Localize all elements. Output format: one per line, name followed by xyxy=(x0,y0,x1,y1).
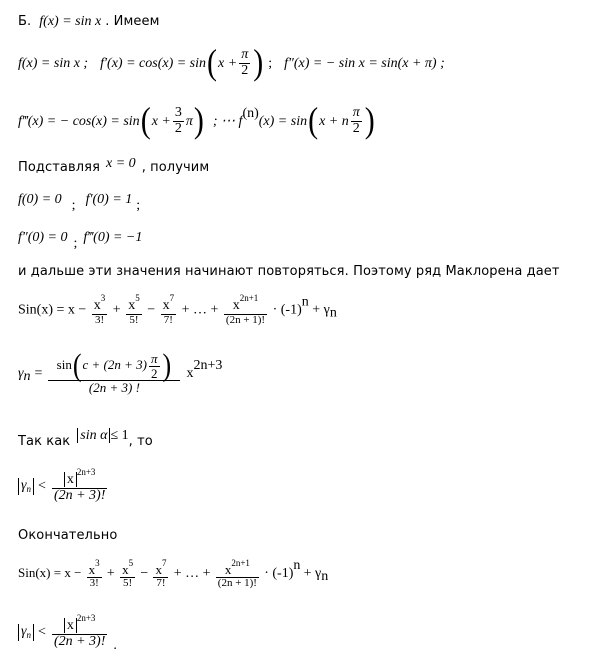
n-sup: n xyxy=(301,294,309,310)
term-x3 xyxy=(87,559,102,589)
substitution-line xyxy=(18,158,209,176)
f-triple-prime: f‴(x) = − cos(x) = sin xyxy=(18,114,140,129)
term-x5 xyxy=(120,559,135,589)
term-x3 xyxy=(92,294,108,326)
arg-left: x + xyxy=(218,55,238,71)
denominator: (2n + 3)! xyxy=(53,633,106,649)
f-at-zero: f(0) = 0 xyxy=(18,192,62,207)
ftriple-at-zero: f‴(0) = −1 xyxy=(83,230,143,245)
maclaurin-series-1 xyxy=(18,294,337,326)
power: 7 xyxy=(169,293,175,303)
three-num: 3 xyxy=(174,105,182,121)
c-arg: c + (2n + 3) xyxy=(82,357,147,373)
factorial: 5! xyxy=(122,576,133,589)
n-sub: n xyxy=(329,305,337,321)
power: 2n+3 xyxy=(76,467,96,477)
values-line-2 xyxy=(18,228,143,251)
x: x xyxy=(186,366,194,382)
n-sup: n xyxy=(293,558,301,573)
x: x xyxy=(93,298,101,313)
factorial: 5! xyxy=(129,313,139,326)
minus: − xyxy=(147,302,156,318)
power: 2n+1 xyxy=(239,293,259,303)
le-one: ≤ 1 xyxy=(110,428,129,443)
factorial: 7! xyxy=(156,576,166,589)
denominator: (2n + 3) ! xyxy=(88,380,140,396)
paren-right: ) xyxy=(364,100,375,141)
power: 3 xyxy=(100,293,106,303)
abs-x: x xyxy=(64,472,77,487)
x: x xyxy=(155,561,162,577)
f-def: f(x) = sin x ; xyxy=(18,55,89,71)
term-x7 xyxy=(161,294,177,326)
bound-fraction xyxy=(52,614,107,649)
paren-left: ( xyxy=(207,42,218,83)
values-line-1 xyxy=(18,190,141,213)
f-double-prime: f″(x) = − sin x = sin(x + π) ; xyxy=(284,55,445,71)
term-xn xyxy=(224,294,267,326)
x: x xyxy=(224,561,232,577)
x: x xyxy=(128,298,136,313)
plus: + xyxy=(112,302,121,318)
x: x xyxy=(162,298,170,313)
separator: ; xyxy=(71,198,76,213)
n-sub: n xyxy=(26,630,32,641)
power: 2n+1 xyxy=(231,557,250,568)
since-line xyxy=(18,428,153,450)
sign-factor: · (-1) xyxy=(272,302,302,318)
term-x5 xyxy=(126,294,142,326)
derivatives-line-1 xyxy=(18,42,445,83)
abs-sin-alpha: sin α xyxy=(77,428,110,443)
ellipsis-f: ; ⋯ f xyxy=(212,114,243,129)
since-pre: Так как xyxy=(18,434,71,449)
plus: + xyxy=(106,566,115,581)
remainder-formula xyxy=(18,348,223,396)
series-lhs: Sin(x) = x − xyxy=(18,302,87,318)
abs-x: x xyxy=(64,618,77,633)
power: 2n+3 xyxy=(76,613,96,623)
x-equals-zero: x = 0 xyxy=(106,156,136,171)
pi-num: π xyxy=(352,105,360,121)
intro-line xyxy=(18,12,160,30)
repeat-text: и дальше эти значения начинают повторяться. Поэтому ряд Маклорена дает xyxy=(18,264,560,279)
intro-label: Б. xyxy=(18,14,32,29)
period: . xyxy=(113,638,117,654)
fprime-at-zero: f′(0) = 1 xyxy=(85,192,133,207)
bound-2 xyxy=(18,613,117,654)
intro-after: . Имеем xyxy=(105,14,160,29)
paren-right: ) xyxy=(253,42,264,83)
bound-fraction xyxy=(52,468,107,503)
f-prime: f′(x) = cos(x) = sin xyxy=(100,55,207,71)
fdouble-at-zero: f″(0) = 0 xyxy=(18,230,68,245)
since-post: , то xyxy=(128,434,153,449)
paren-left: ( xyxy=(140,100,151,141)
separator: ; xyxy=(73,236,78,251)
intro-func: f(x) = sin x xyxy=(39,14,102,29)
n-superscript: (n) xyxy=(242,106,259,121)
x: x xyxy=(88,561,96,577)
pi-num: π xyxy=(151,351,158,366)
pi: π xyxy=(185,114,193,129)
denominator: (2n + 3)! xyxy=(53,487,106,503)
series-lhs: Sin(x) = x − xyxy=(18,565,82,580)
separator: ; xyxy=(136,198,141,213)
two-den: 2 xyxy=(241,62,249,78)
less-than: < xyxy=(38,478,46,494)
equals: = xyxy=(34,366,43,382)
subst-pre: Подставляя xyxy=(18,160,101,175)
power: 2n+3 xyxy=(193,358,223,374)
pi-over-two xyxy=(351,106,362,136)
paren-right: ) xyxy=(193,100,204,141)
paren-left: ( xyxy=(308,100,319,141)
factorial: (2n + 1)! xyxy=(217,576,257,589)
power: 5 xyxy=(128,557,134,568)
power: 7 xyxy=(161,557,167,568)
arg-left: x + n xyxy=(319,114,349,129)
factorial: 3! xyxy=(89,576,99,589)
semicolon: ; xyxy=(268,55,273,71)
minus: − xyxy=(140,566,149,581)
less-than: < xyxy=(38,624,46,640)
fn-rhs: (x) = sin xyxy=(258,114,308,129)
remainder-fraction: sin(c + (2n + 3) $\frac{\pi}{2}$ ) (2n + 3) ! xyxy=(48,352,180,395)
pi-over-two xyxy=(239,48,250,78)
two-den: 2 xyxy=(151,365,158,381)
gamma: γ xyxy=(18,366,24,382)
maclaurin-series-2 xyxy=(18,558,328,589)
ellipsis: + … + xyxy=(173,566,211,581)
pi-num: π xyxy=(241,47,249,62)
bound-1 xyxy=(18,468,109,503)
term-x7 xyxy=(153,559,168,589)
gamma: + γ xyxy=(303,566,322,581)
gamma: γ xyxy=(21,624,27,640)
factorial: (2n + 1)! xyxy=(225,313,266,326)
x: x xyxy=(122,561,129,577)
n-sub: n xyxy=(23,369,31,385)
gamma: γ xyxy=(21,478,27,494)
finally-text: Окончательно xyxy=(18,528,118,543)
subst-post: , получим xyxy=(141,160,210,175)
factorial: 3! xyxy=(94,313,105,326)
derivatives-line-2 xyxy=(18,100,376,141)
x: x xyxy=(232,298,240,313)
factorial: 7! xyxy=(163,313,173,326)
two-den: 2 xyxy=(352,120,360,136)
arg-left: x + xyxy=(151,114,171,129)
power: 3 xyxy=(95,557,100,568)
ellipsis: + … + xyxy=(181,302,219,318)
n-sub: n xyxy=(321,569,329,584)
term-xn xyxy=(216,559,259,589)
power: 5 xyxy=(135,293,140,303)
sign-factor: · (-1) xyxy=(264,566,294,581)
sin: sin xyxy=(56,357,72,373)
two-den: 2 xyxy=(174,120,182,136)
gamma: + γ xyxy=(312,302,330,318)
n-sub: n xyxy=(26,484,32,495)
three-halves xyxy=(173,106,184,136)
